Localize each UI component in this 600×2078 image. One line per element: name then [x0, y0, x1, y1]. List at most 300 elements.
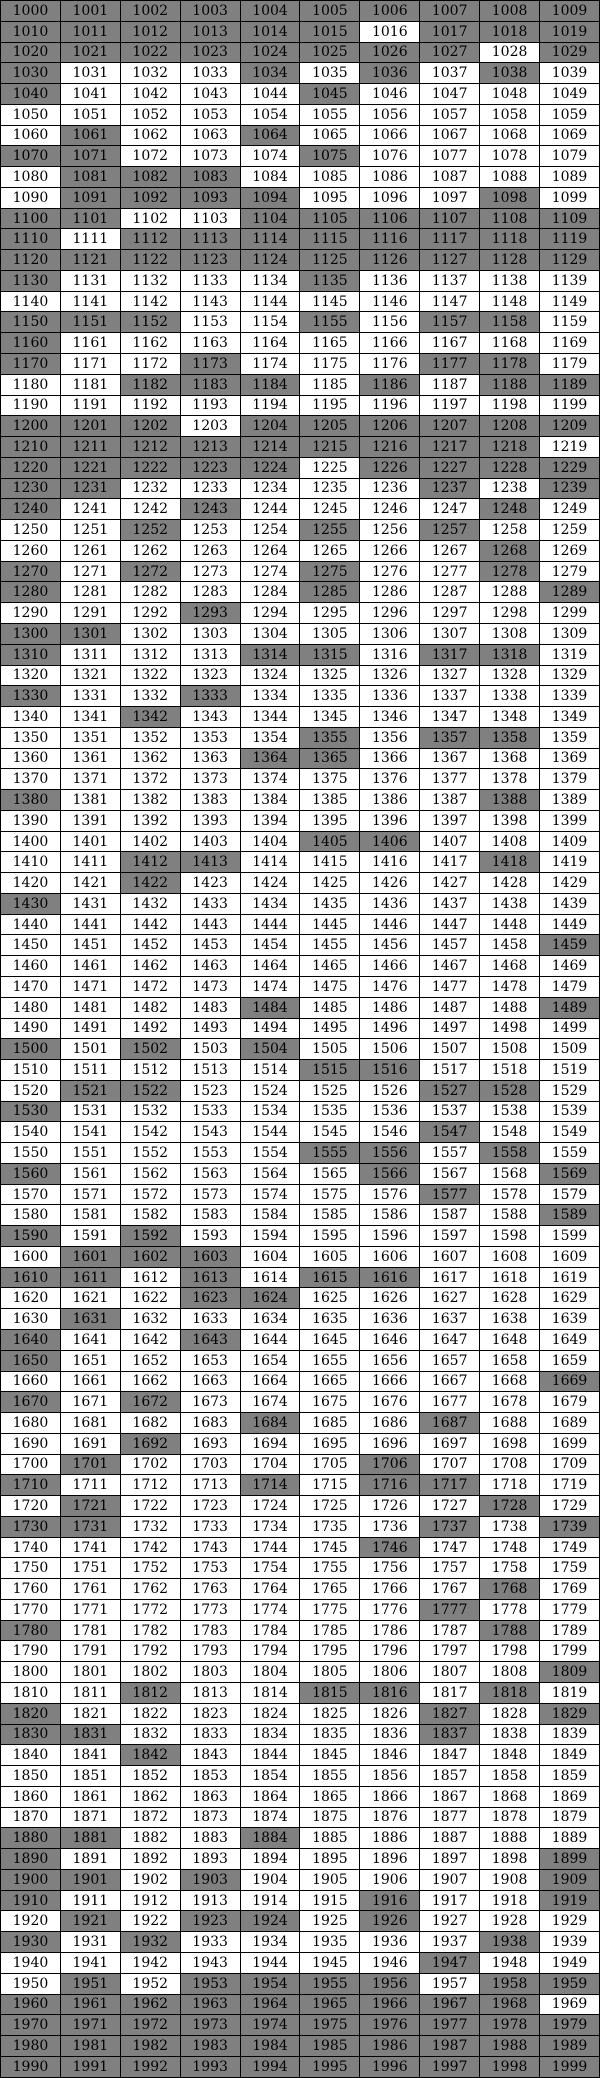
grid-cell: 1398	[480, 810, 540, 831]
grid-cell: 1556	[360, 1143, 420, 1164]
grid-cell: 1332	[120, 686, 180, 707]
grid-cell: 1877	[420, 1807, 480, 1828]
grid-cell: 1681	[60, 1413, 120, 1434]
grid-cell: 1427	[420, 873, 480, 894]
grid-cell: 1250	[1, 520, 61, 541]
grid-cell: 1989	[540, 2036, 600, 2057]
grid-cell: 1816	[360, 1683, 420, 1704]
grid-cell: 1093	[180, 187, 240, 208]
grid-cell: 1784	[240, 1620, 300, 1641]
grid-cell: 1860	[1, 1786, 61, 1807]
grid-cell: 1808	[480, 1662, 540, 1683]
grid-cell: 1817	[420, 1683, 480, 1704]
grid-cell: 1722	[120, 1496, 180, 1517]
grid-row	[1, 1371, 600, 1392]
grid-cell: 1446	[360, 914, 420, 935]
grid-cell: 1397	[420, 810, 480, 831]
grid-cell: 1589	[540, 1205, 600, 1226]
grid-cell: 1547	[420, 1122, 480, 1143]
grid-row	[1, 1496, 600, 1517]
grid-row	[1, 665, 600, 686]
grid-cell: 1084	[240, 167, 300, 188]
grid-row	[1, 1163, 600, 1184]
grid-cell: 1875	[300, 1807, 360, 1828]
grid-cell: 1932	[120, 1932, 180, 1953]
grid-cell: 1619	[540, 1267, 600, 1288]
grid-cell: 1098	[480, 187, 540, 208]
grid-cell: 1830	[1, 1724, 61, 1745]
grid-cell: 1101	[60, 208, 120, 229]
grid-cell: 1898	[480, 1849, 540, 1870]
grid-cell: 1179	[540, 354, 600, 375]
grid-cell: 1387	[420, 790, 480, 811]
grid-cell: 1646	[360, 1330, 420, 1351]
grid-cell: 1641	[60, 1330, 120, 1351]
grid-cell: 1304	[240, 623, 300, 644]
grid-cell: 1852	[120, 1766, 180, 1787]
grid-cell: 1728	[480, 1496, 540, 1517]
grid-cell: 1857	[420, 1766, 480, 1787]
grid-cell: 1636	[360, 1309, 420, 1330]
grid-cell: 1325	[300, 665, 360, 686]
grid-cell: 1600	[1, 1246, 61, 1267]
grid-cell: 1054	[240, 104, 300, 125]
grid-cell: 1442	[120, 914, 180, 935]
grid-cell: 1102	[120, 208, 180, 229]
grid-cell: 1118	[480, 229, 540, 250]
grid-cell: 1937	[420, 1932, 480, 1953]
grid-cell: 1205	[300, 416, 360, 437]
grid-cell: 1519	[540, 1060, 600, 1081]
grid-cell: 1778	[480, 1599, 540, 1620]
grid-cell: 1653	[180, 1350, 240, 1371]
grid-cell: 1621	[60, 1288, 120, 1309]
grid-cell: 1025	[300, 42, 360, 63]
grid-cell: 1561	[60, 1163, 120, 1184]
grid-cell: 1478	[480, 976, 540, 997]
grid-cell: 1992	[120, 2056, 180, 2077]
grid-cell: 1420	[1, 873, 61, 894]
grid-cell: 1243	[180, 499, 240, 520]
grid-cell: 1952	[120, 1973, 180, 1994]
grid-cell: 1494	[240, 1018, 300, 1039]
grid-cell: 1377	[420, 769, 480, 790]
grid-cell: 1119	[540, 229, 600, 250]
grid-cell: 1189	[540, 374, 600, 395]
grid-cell: 1568	[480, 1163, 540, 1184]
grid-cell: 1212	[120, 437, 180, 458]
grid-cell: 1520	[1, 1080, 61, 1101]
grid-cell: 1926	[360, 1911, 420, 1932]
grid-cell: 1809	[540, 1662, 600, 1683]
grid-cell: 1798	[480, 1641, 540, 1662]
grid-cell: 1246	[360, 499, 420, 520]
grid-cell: 1594	[240, 1226, 300, 1247]
grid-cell: 1159	[540, 312, 600, 333]
grid-cell: 1694	[240, 1433, 300, 1454]
grid-row	[1, 333, 600, 354]
grid-cell: 1149	[540, 291, 600, 312]
grid-cell: 1282	[120, 582, 180, 603]
grid-row	[1, 1475, 600, 1496]
grid-row	[1, 520, 600, 541]
grid-cell: 1290	[1, 603, 61, 624]
grid-cell: 1504	[240, 1039, 300, 1060]
grid-cell: 1762	[120, 1579, 180, 1600]
grid-cell: 1883	[180, 1828, 240, 1849]
grid-cell: 1299	[540, 603, 600, 624]
grid-cell: 1765	[300, 1579, 360, 1600]
grid-cell: 1088	[480, 167, 540, 188]
grid-cell: 1162	[120, 333, 180, 354]
grid-cell: 1185	[300, 374, 360, 395]
grid-cell: 1213	[180, 437, 240, 458]
grid-cell: 1977	[420, 2015, 480, 2036]
grid-cell: 1939	[540, 1932, 600, 1953]
grid-cell: 1424	[240, 873, 300, 894]
grid-cell: 1580	[1, 1205, 61, 1226]
grid-cell: 1426	[360, 873, 420, 894]
grid-row	[1, 852, 600, 873]
grid-cell: 1215	[300, 437, 360, 458]
grid-cell: 1411	[60, 852, 120, 873]
grid-cell: 1999	[540, 2056, 600, 2077]
grid-cell: 1249	[540, 499, 600, 520]
grid-cell: 1879	[540, 1807, 600, 1828]
grid-cell: 1615	[300, 1267, 360, 1288]
grid-cell: 1552	[120, 1143, 180, 1164]
grid-cell: 1081	[60, 167, 120, 188]
grid-cell: 1485	[300, 997, 360, 1018]
grid-cell: 1790	[1, 1641, 61, 1662]
grid-cell: 1283	[180, 582, 240, 603]
grid-cell: 1027	[420, 42, 480, 63]
grid-cell: 1787	[420, 1620, 480, 1641]
grid-cell: 1184	[240, 374, 300, 395]
grid-cell: 1219	[540, 437, 600, 458]
grid-row	[1, 1122, 600, 1143]
grid-cell: 1963	[180, 1994, 240, 2015]
grid-row	[1, 1766, 600, 1787]
grid-cell: 1303	[180, 623, 240, 644]
grid-cell: 1186	[360, 374, 420, 395]
grid-cell: 1539	[540, 1101, 600, 1122]
grid-cell: 1257	[420, 520, 480, 541]
grid-cell: 1017	[420, 21, 480, 42]
grid-cell: 1794	[240, 1641, 300, 1662]
grid-cell: 1799	[540, 1641, 600, 1662]
grid-row	[1, 644, 600, 665]
grid-row	[1, 374, 600, 395]
grid-cell: 1607	[420, 1246, 480, 1267]
grid-cell: 1281	[60, 582, 120, 603]
grid-cell: 1296	[360, 603, 420, 624]
grid-cell: 1425	[300, 873, 360, 894]
grid-row	[1, 1807, 600, 1828]
grid-cell: 1438	[480, 893, 540, 914]
grid-cell: 1242	[120, 499, 180, 520]
grid-cell: 1597	[420, 1226, 480, 1247]
grid-cell: 1272	[120, 561, 180, 582]
grid-cell: 1392	[120, 810, 180, 831]
grid-cell: 1228	[480, 457, 540, 478]
grid-cell: 1224	[240, 457, 300, 478]
grid-cell: 1810	[1, 1683, 61, 1704]
grid-cell: 1903	[180, 1869, 240, 1890]
grid-row	[1, 1246, 600, 1267]
grid-cell: 1155	[300, 312, 360, 333]
grid-cell: 1145	[300, 291, 360, 312]
grid-cell: 1657	[420, 1350, 480, 1371]
grid-cell: 1060	[1, 125, 61, 146]
grid-cell: 1991	[60, 2056, 120, 2077]
grid-cell: 1569	[540, 1163, 600, 1184]
grid-cell: 1664	[240, 1371, 300, 1392]
grid-cell: 1329	[540, 665, 600, 686]
grid-cell: 1508	[480, 1039, 540, 1060]
grid-cell: 1892	[120, 1849, 180, 1870]
grid-cell: 1138	[480, 270, 540, 291]
grid-cell: 1187	[420, 374, 480, 395]
grid-cell: 1172	[120, 354, 180, 375]
grid-cell: 1380	[1, 790, 61, 811]
grid-cell: 1707	[420, 1454, 480, 1475]
grid-cell: 1990	[1, 2056, 61, 2077]
grid-cell: 1713	[180, 1475, 240, 1496]
grid-cell: 1499	[540, 1018, 600, 1039]
grid-cell: 1448	[480, 914, 540, 935]
grid-cell: 1091	[60, 187, 120, 208]
grid-cell: 1368	[480, 748, 540, 769]
grid-cell: 1604	[240, 1246, 300, 1267]
grid-cell: 1738	[480, 1516, 540, 1537]
grid-cell: 1347	[420, 707, 480, 728]
grid-cell: 1685	[300, 1413, 360, 1434]
grid-cell: 1240	[1, 499, 61, 520]
grid-cell: 1627	[420, 1288, 480, 1309]
grid-cell: 1055	[300, 104, 360, 125]
grid-cell: 1899	[540, 1849, 600, 1870]
grid-cell: 1525	[300, 1080, 360, 1101]
grid-cell: 1293	[180, 603, 240, 624]
grid-cell: 1036	[360, 63, 420, 84]
grid-cell: 1648	[480, 1330, 540, 1351]
grid-cell: 1146	[360, 291, 420, 312]
grid-cell: 1252	[120, 520, 180, 541]
grid-cell: 1372	[120, 769, 180, 790]
grid-cell: 1582	[120, 1205, 180, 1226]
grid-cell: 1419	[540, 852, 600, 873]
grid-cell: 1725	[300, 1496, 360, 1517]
grid-cell: 1140	[1, 291, 61, 312]
grid-cell: 1275	[300, 561, 360, 582]
grid-cell: 1696	[360, 1433, 420, 1454]
grid-cell: 1825	[300, 1703, 360, 1724]
grid-cell: 1458	[480, 935, 540, 956]
grid-cell: 1073	[180, 146, 240, 167]
grid-row	[1, 707, 600, 728]
grid-row	[1, 1392, 600, 1413]
grid-cell: 1961	[60, 1994, 120, 2015]
grid-cell: 1373	[180, 769, 240, 790]
grid-cell: 1137	[420, 270, 480, 291]
grid-cell: 1927	[420, 1911, 480, 1932]
grid-cell: 1505	[300, 1039, 360, 1060]
grid-cell: 1960	[1, 1994, 61, 2015]
grid-cell: 1065	[300, 125, 360, 146]
grid-cell: 1869	[540, 1786, 600, 1807]
grid-cell: 1463	[180, 956, 240, 977]
grid-cell: 1394	[240, 810, 300, 831]
grid-cell: 1916	[360, 1890, 420, 1911]
grid-cell: 1019	[540, 21, 600, 42]
grid-cell: 1772	[120, 1599, 180, 1620]
grid-cell: 1094	[240, 187, 300, 208]
grid-row	[1, 748, 600, 769]
grid-cell: 1363	[180, 748, 240, 769]
grid-cell: 1461	[60, 956, 120, 977]
grid-cell: 1022	[120, 42, 180, 63]
grid-cell: 1474	[240, 976, 300, 997]
grid-cell: 1097	[420, 187, 480, 208]
grid-cell: 1824	[240, 1703, 300, 1724]
grid-cell: 1686	[360, 1413, 420, 1434]
grid-cell: 1200	[1, 416, 61, 437]
grid-cell: 1690	[1, 1433, 61, 1454]
grid-cell: 1029	[540, 42, 600, 63]
grid-cell: 1464	[240, 956, 300, 977]
grid-row	[1, 416, 600, 437]
grid-cell: 1683	[180, 1413, 240, 1434]
grid-cell: 1588	[480, 1205, 540, 1226]
grid-cell: 1906	[360, 1869, 420, 1890]
grid-cell: 1199	[540, 395, 600, 416]
grid-cell: 1914	[240, 1890, 300, 1911]
grid-row	[1, 208, 600, 229]
grid-cell: 1948	[480, 1952, 540, 1973]
grid-cell: 1689	[540, 1413, 600, 1434]
grid-cell: 1370	[1, 769, 61, 790]
grid-cell: 1886	[360, 1828, 420, 1849]
grid-cell: 1706	[360, 1454, 420, 1475]
grid-cell: 1578	[480, 1184, 540, 1205]
grid-cell: 1483	[180, 997, 240, 1018]
grid-cell: 1541	[60, 1122, 120, 1143]
grid-cell: 1169	[540, 333, 600, 354]
grid-cell: 1491	[60, 1018, 120, 1039]
grid-cell: 1221	[60, 457, 120, 478]
grid-cell: 1406	[360, 831, 420, 852]
grid-row	[1, 1786, 600, 1807]
grid-cell: 1551	[60, 1143, 120, 1164]
grid-cell: 1404	[240, 831, 300, 852]
grid-cell: 1896	[360, 1849, 420, 1870]
grid-cell: 1736	[360, 1516, 420, 1537]
grid-cell: 1079	[540, 146, 600, 167]
grid-cell: 1955	[300, 1973, 360, 1994]
grid-cell: 1265	[300, 540, 360, 561]
grid-cell: 1560	[1, 1163, 61, 1184]
grid-cell: 1729	[540, 1496, 600, 1517]
grid-cell: 1092	[120, 187, 180, 208]
grid-cell: 1277	[420, 561, 480, 582]
grid-cell: 1644	[240, 1330, 300, 1351]
grid-cell: 1873	[180, 1807, 240, 1828]
grid-cell: 1942	[120, 1952, 180, 1973]
grid-cell: 1216	[360, 437, 420, 458]
grid-cell: 1135	[300, 270, 360, 291]
grid-row	[1, 125, 600, 146]
grid-cell: 1822	[120, 1703, 180, 1724]
grid-cell: 1610	[1, 1267, 61, 1288]
grid-cell: 1472	[120, 976, 180, 997]
grid-cell: 1456	[360, 935, 420, 956]
grid-cell: 1232	[120, 478, 180, 499]
grid-cell: 1192	[120, 395, 180, 416]
grid-cell: 1139	[540, 270, 600, 291]
grid-cell: 1454	[240, 935, 300, 956]
grid-cell: 1486	[360, 997, 420, 1018]
grid-row	[1, 1101, 600, 1122]
grid-cell: 1956	[360, 1973, 420, 1994]
grid-cell: 1528	[480, 1080, 540, 1101]
grid-cell: 1969	[540, 1994, 600, 2015]
grid-cell: 1595	[300, 1226, 360, 1247]
grid-cell: 1750	[1, 1558, 61, 1579]
grid-cell: 1876	[360, 1807, 420, 1828]
grid-cell: 1735	[300, 1516, 360, 1537]
grid-cell: 1629	[540, 1288, 600, 1309]
grid-cell: 1334	[240, 686, 300, 707]
grid-cell: 1202	[120, 416, 180, 437]
grid-cell: 1164	[240, 333, 300, 354]
grid-cell: 1586	[360, 1205, 420, 1226]
grid-cell: 1264	[240, 540, 300, 561]
grid-cell: 1537	[420, 1101, 480, 1122]
grid-cell: 1506	[360, 1039, 420, 1060]
grid-cell: 1340	[1, 707, 61, 728]
grid-cell: 1208	[480, 416, 540, 437]
grid-cell: 1536	[360, 1101, 420, 1122]
grid-cell: 1710	[1, 1475, 61, 1496]
grid-cell: 1719	[540, 1475, 600, 1496]
grid-cell: 1123	[180, 250, 240, 271]
grid-cell: 1308	[480, 623, 540, 644]
grid-cell: 1795	[300, 1641, 360, 1662]
grid-cell: 1136	[360, 270, 420, 291]
grid-cell: 1501	[60, 1039, 120, 1060]
grid-cell: 1008	[480, 1, 540, 22]
grid-cell: 1251	[60, 520, 120, 541]
grid-cell: 1235	[300, 478, 360, 499]
grid-cell: 1727	[420, 1496, 480, 1517]
grid-cell: 1731	[60, 1516, 120, 1537]
grid-cell: 1509	[540, 1039, 600, 1060]
grid-cell: 1143	[180, 291, 240, 312]
grid-cell: 1496	[360, 1018, 420, 1039]
grid-cell: 1512	[120, 1060, 180, 1081]
grid-cell: 1522	[120, 1080, 180, 1101]
grid-cell: 1596	[360, 1226, 420, 1247]
grid-cell: 1003	[180, 1, 240, 22]
grid-cell: 1053	[180, 104, 240, 125]
grid-cell: 1345	[300, 707, 360, 728]
grid-cell: 1400	[1, 831, 61, 852]
grid-cell: 1870	[1, 1807, 61, 1828]
grid-cell: 1709	[540, 1454, 600, 1475]
grid-cell: 1024	[240, 42, 300, 63]
grid-cell: 1882	[120, 1828, 180, 1849]
